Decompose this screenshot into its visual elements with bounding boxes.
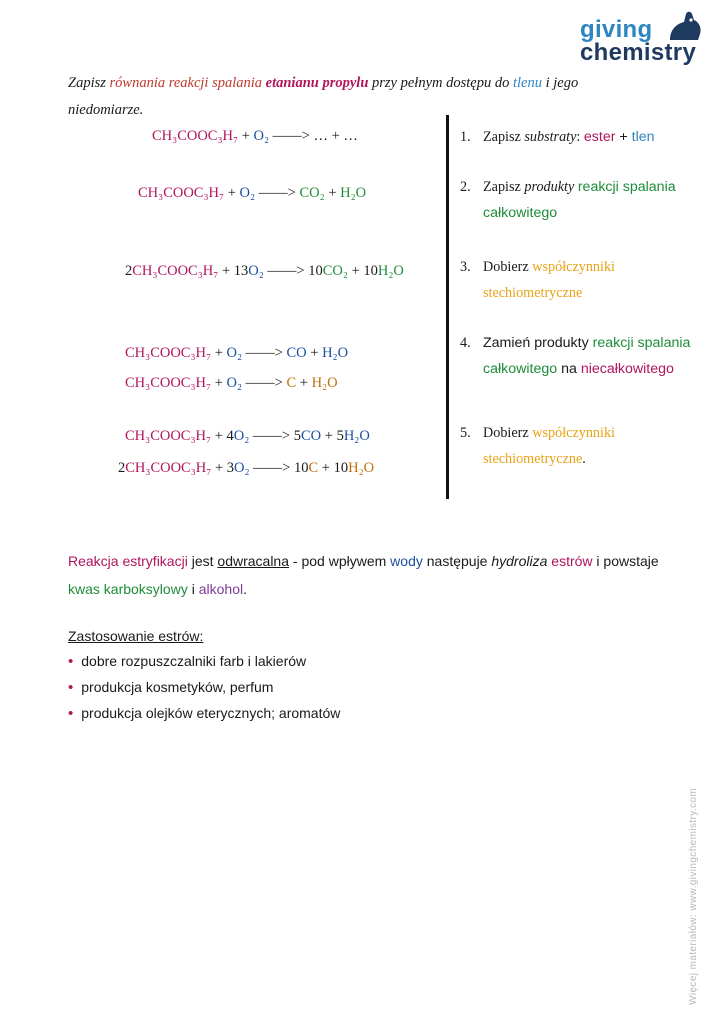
bullet-icon: •: [68, 679, 74, 696]
equation-incomplete-co-balanced: CH₃COOC₃H₇ + 4O₂ ——> 5CO + 5H₂O: [125, 428, 370, 444]
bullet-icon: •: [68, 705, 74, 722]
column-divider: [446, 115, 449, 499]
equation-incomplete-co: CH₃COOC₃H₇ + O₂ ——> CO + H₂O: [125, 345, 349, 361]
giving-chemistry-logo: [578, 10, 716, 72]
bullet-icon: •: [68, 653, 74, 670]
equation-complete-products: CH₃COOC₃H₇ + O₂ ——> CO₂ + H₂O: [138, 185, 367, 201]
equation-incomplete-c: CH₃COOC₃H₇ + O₂ ——> C + H₂O: [125, 375, 338, 391]
uses-heading: Zastosowanie estrów:: [68, 628, 204, 644]
watermark-text: Więcej materiałów: www.givingchemistry.com: [688, 787, 699, 1005]
equation-complete-balanced: 2CH₃COOC₃H₇ + 13O₂ ——> 10CO₂ + 10H₂O: [125, 263, 404, 279]
logo-text-giving: giving: [580, 16, 653, 43]
equation-substrates: CH₃COOC₃H₇ + O₂ ——> … + …: [152, 128, 358, 144]
uses-list-item: • produkcja kosmetyków, perfum: [68, 679, 274, 696]
uses-list-item: • dobre rozpuszczalniki farb i lakierów: [68, 653, 307, 670]
esterification-paragraph: Reakcja estryfikacji jest odwracalna - pod wpływem wody następuje hydroliza estrów i powstaje kwas karboksylowy i alkohol.: [68, 553, 659, 597]
instruction-text: Zapisz równania reakcji spalania etanianu propylu przy pełnym dostępu do tlenu i jego niedomiarze.: [68, 75, 579, 118]
logo-text-chemistry: chemistry: [580, 39, 697, 66]
uses-list-item: • produkcja olejków eterycznych; aromatów: [68, 705, 341, 722]
equation-incomplete-c-balanced: 2CH₃COOC₃H₇ + 3O₂ ——> 10C + 10H₂O: [118, 460, 375, 476]
